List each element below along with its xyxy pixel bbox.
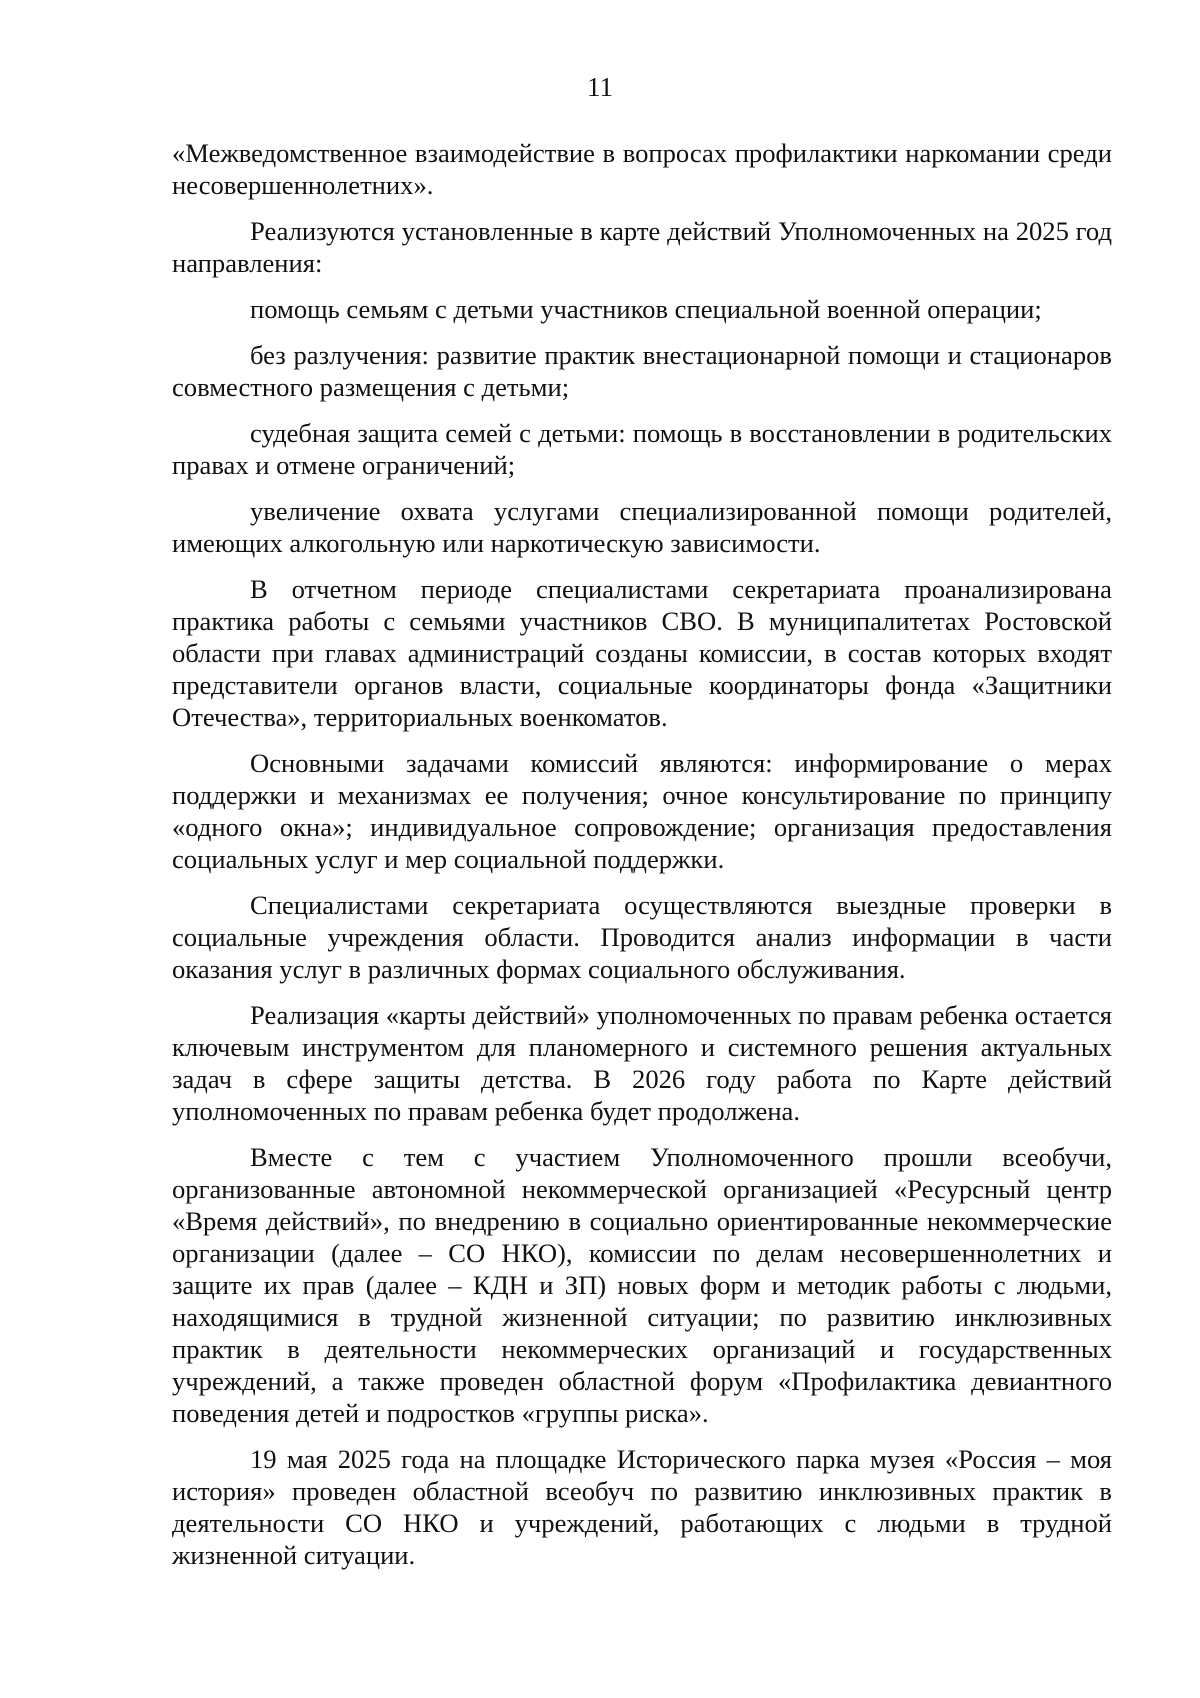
paragraph-may-19-event: 19 мая 2025 года на площадке Исторического парка музея «Россия – моя история» проведен областной всеобуч по развитию инклюзивных практик в деятельности СО НКО и учреждений, работающих с людьми в трудной жизненной ситуации. — [172, 1444, 1112, 1570]
paragraph-trainings: Вместе с тем с участием Уполномоченного прошли всеобучи, организованные автономной некоммерческой организацией «Ресурсный центр «Время действий», по внедрению в социально ориентированные некоммерческие организации (далее – СО НКО), комиссии по делам несовершеннолетних и защите их прав (далее – КДН и ЗП) новых форм и методик работы с людьми, находящимися в трудной жизненной ситуации; по развитию инклюзивных практик в деятельности некоммерческих организаций и государственных учреждений, а также проведен областной форум «Профилактика девиантного поведения детей и подростков «группы риска». — [172, 1142, 1112, 1428]
paragraph-action-map-directions: Реализуются установленные в карте действий Уполномоченных на 2025 год направления: — [172, 216, 1112, 278]
paragraph-commission-tasks: Основными задачами комиссий являются: информирование о мерах поддержки и механизмах ее получения; очное консультирование по принципу «одного окна»; индивидуальное сопровождение; организация предоставления социальных услуг и мер социальной поддержки. — [172, 748, 1112, 874]
list-item-svo-families-help: помощь семьям с детьми участников специальной военной операции; — [250, 294, 1042, 324]
list-item-judicial-protection: судебная защита семей с детьми: помощь в восстановлении в родительских правах и отмене ограничений; — [172, 418, 1112, 480]
paragraph-svo-families-practice: В отчетном периоде специалистами секретариата проанализирована практика работы с семьями участников СВО. В муниципалитетах Ростовской области при главах администраций созданы комиссии, в состав которых входят представители органов власти, социальные координаторы фонда «Защитники Отечества», территориальных военкоматов. — [172, 574, 1112, 732]
paragraph-field-inspections: Специалистами секретариата осуществляются выездные проверки в социальные учреждения области. Проводится анализ информации в части оказания услуг в различных формах социального обслуживания. — [172, 890, 1112, 984]
page-number: 11 — [587, 72, 613, 102]
list-item-no-separation: без разлучения: развитие практик внестационарной помощи и стационаров совместного размещения с детьми; — [172, 340, 1112, 402]
paragraph-interagency-cooperation-title: «Межведомственное взаимодействие в вопросах профилактики наркомании среди несовершеннолетних». — [172, 138, 1112, 200]
document-body — [172, 137, 1112, 1585]
paragraph-action-map-implementation: Реализация «карты действий» уполномоченных по правам ребенка остается ключевым инструментом для планомерного и системного решения актуальных задач в сфере защиты детства. В 2026 году работа по Карте действий уполномоченных по правам ребенка будет продолжена. — [172, 1000, 1112, 1126]
list-item-addiction-help: увеличение охвата услугами специализированной помощи родителей, имеющих алкогольную или наркотическую зависимости. — [172, 496, 1112, 558]
